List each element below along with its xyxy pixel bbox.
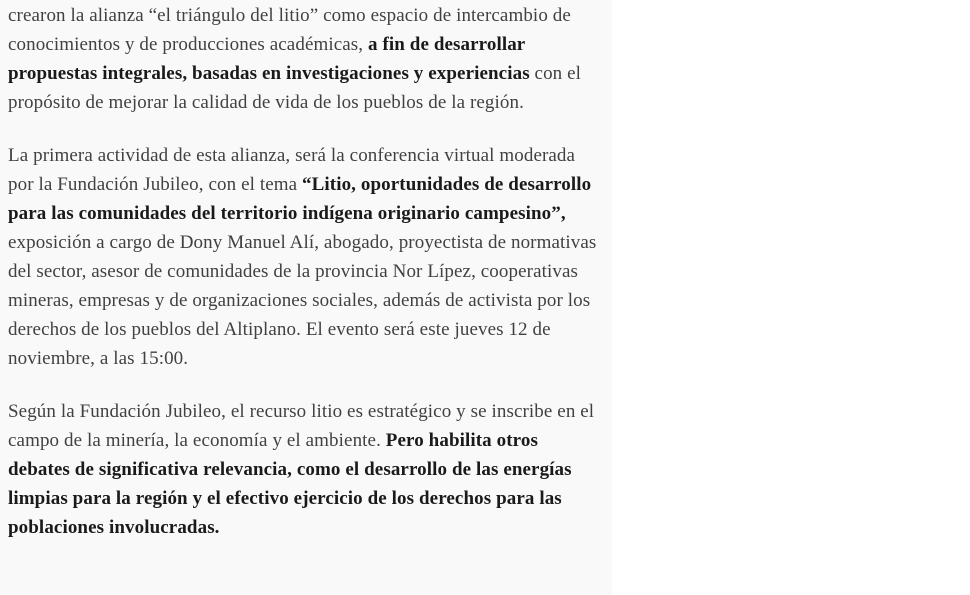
paragraph-text: La primera actividad de esta alianza, será la conferencia virtual moderada por la Fundación Jubileo, con el tema [8,145,576,195]
paragraph-text-bold: Pero habilita otros debates de significativa relevancia, como el desarrollo de las energías limpias para la región y el efectivo ejercicio de los derechos para las poblaciones involucradas. [8,430,572,538]
paragraph-text: Según la Fundación Jubileo, el recurso litio es estratégico y se inscribe en el campo de la minería, la economía y el ambiente. [8,401,595,451]
paragraph-text: exposición a cargo de Dony Manuel Alí, abogado, proyectista de normativas del sector, asesor de comunidades de la provincia Nor Lípez, cooperativas mineras, empresas y de organizaciones sociales, además de activista por los derechos de los pueblos del Altiplano. El evento será este jueves 12 de noviembre, a las 15:00. [8,232,597,369]
article-paragraph [8,1,600,117]
paragraph-text: con el propósito de mejorar la calidad de vida de los pueblos de la región. [8,63,582,113]
paragraph-text: crearon la alianza “el triángulo del litio” como espacio de intercambio de conocimientos y de producciones académicas, [8,5,571,55]
article-paragraph [8,397,600,542]
paragraph-text-bold: “Litio, oportunidades de desarrollo para las comunidades del territorio indígena originario campesino”, [8,174,592,224]
article-paragraph [8,141,600,373]
paragraph-text-bold: a fin de desarrollar propuestas integrales, basadas en investigaciones y experiencias [8,34,530,84]
